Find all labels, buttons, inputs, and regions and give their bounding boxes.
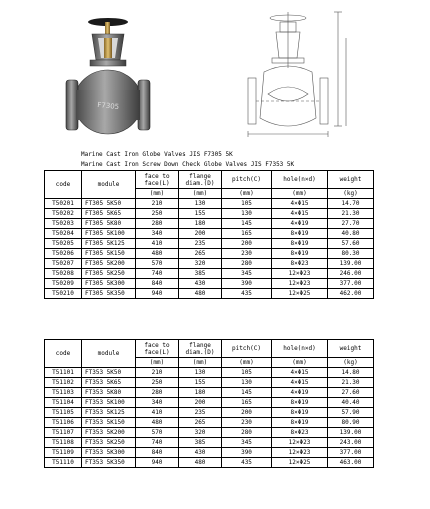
cell-face-to-face: 410 (136, 408, 179, 418)
cell-code: T50204 (45, 229, 82, 239)
cell-flange-diam: 430 (179, 279, 222, 289)
check-valve-spec-table (44, 339, 374, 468)
cell-weight: 377.00 (328, 448, 374, 458)
cell-face-to-face: 840 (136, 279, 179, 289)
header-weight: weight (328, 171, 374, 189)
cell-module: FT353 5K125 (82, 408, 136, 418)
cell-flange-diam: 265 (179, 249, 222, 259)
cell-module: FT353 5K50 (82, 368, 136, 378)
cell-hole: 12×Φ25 (272, 289, 328, 299)
cell-flange-diam: 385 (179, 269, 222, 279)
cell-code: T51110 (45, 458, 82, 468)
cell-code: T50210 (45, 289, 82, 299)
cell-module: FT353 5K65 (82, 378, 136, 388)
cell-module: FT305 5K250 (82, 269, 136, 279)
unit-face-to-face: (mm) (136, 358, 179, 368)
header-code: code (45, 340, 82, 368)
cell-face-to-face: 340 (136, 229, 179, 239)
cell-flange-diam: 235 (179, 239, 222, 249)
cell-pitch: 105 (222, 199, 272, 209)
cell-pitch: 230 (222, 418, 272, 428)
cell-flange-diam: 130 (179, 199, 222, 209)
cell-weight: 80.90 (328, 418, 374, 428)
cell-hole: 4×Φ15 (272, 209, 328, 219)
table-row (45, 229, 374, 239)
cell-flange-diam: 320 (179, 428, 222, 438)
cell-pitch: 165 (222, 229, 272, 239)
cell-hole: 8×Φ23 (272, 259, 328, 269)
cell-weight: 57.60 (328, 239, 374, 249)
cell-weight: 246.00 (328, 269, 374, 279)
globe-valve-spec-table (44, 170, 374, 299)
unit-face-to-face: (mm) (136, 189, 179, 199)
cell-hole: 8×Φ23 (272, 428, 328, 438)
cell-module: FT353 5K300 (82, 448, 136, 458)
cell-hole: 8×Φ19 (272, 398, 328, 408)
header-code: code (45, 171, 82, 199)
cell-code: T50203 (45, 219, 82, 229)
cell-code: T51108 (45, 438, 82, 448)
cell-code: T50202 (45, 209, 82, 219)
cell-weight: 463.00 (328, 458, 374, 468)
cell-face-to-face: 410 (136, 239, 179, 249)
cell-face-to-face: 210 (136, 199, 179, 209)
cell-flange-diam: 320 (179, 259, 222, 269)
cell-code: T50207 (45, 259, 82, 269)
cell-code: T51102 (45, 378, 82, 388)
cell-flange-diam: 385 (179, 438, 222, 448)
cell-flange-diam: 155 (179, 378, 222, 388)
header-face-to-face: face to face(L) (136, 171, 179, 189)
table-row (45, 289, 374, 299)
cell-weight: 139.00 (328, 259, 374, 269)
cell-face-to-face: 280 (136, 219, 179, 229)
header-hole: hole(n×d) (272, 340, 328, 358)
cell-code: T50208 (45, 269, 82, 279)
cell-face-to-face: 250 (136, 378, 179, 388)
cell-hole: 4×Φ15 (272, 378, 328, 388)
table-row (45, 209, 374, 219)
cell-face-to-face: 570 (136, 428, 179, 438)
cell-face-to-face: 570 (136, 259, 179, 269)
cell-hole: 8×Φ19 (272, 229, 328, 239)
cell-hole: 12×Φ23 (272, 448, 328, 458)
table-row (45, 438, 374, 448)
cell-module: FT353 5K250 (82, 438, 136, 448)
cell-flange-diam: 180 (179, 219, 222, 229)
cell-module: FT305 5K350 (82, 289, 136, 299)
cell-code: T50201 (45, 199, 82, 209)
cell-module: FT305 5K100 (82, 229, 136, 239)
table-row (45, 418, 374, 428)
cell-weight: 14.80 (328, 368, 374, 378)
cell-flange-diam: 200 (179, 229, 222, 239)
header-module: module (82, 340, 136, 368)
cell-module: FT353 5K350 (82, 458, 136, 468)
cell-pitch: 435 (222, 289, 272, 299)
table-row (45, 239, 374, 249)
cell-hole: 8×Φ19 (272, 418, 328, 428)
cell-flange-diam: 430 (179, 448, 222, 458)
cell-pitch: 145 (222, 219, 272, 229)
cell-hole: 12×Φ23 (272, 438, 328, 448)
unit-pitch: (mm) (222, 189, 272, 199)
header-pitch: pitch(C) (222, 171, 272, 189)
cell-face-to-face: 280 (136, 388, 179, 398)
cell-flange-diam: 265 (179, 418, 222, 428)
cell-pitch: 200 (222, 239, 272, 249)
cell-hole: 4×Φ15 (272, 199, 328, 209)
cell-hole: 4×Φ19 (272, 388, 328, 398)
cell-pitch: 390 (222, 279, 272, 289)
cell-weight: 21.30 (328, 209, 374, 219)
cell-flange-diam: 480 (179, 458, 222, 468)
cell-module: FT305 5K200 (82, 259, 136, 269)
cell-pitch: 280 (222, 428, 272, 438)
cell-code: T50206 (45, 249, 82, 259)
cell-face-to-face: 840 (136, 448, 179, 458)
cell-hole: 4×Φ15 (272, 368, 328, 378)
cell-module: FT305 5K80 (82, 219, 136, 229)
unit-weight: (kg) (328, 358, 374, 368)
cell-code: T50209 (45, 279, 82, 289)
cell-pitch: 280 (222, 259, 272, 269)
cell-pitch: 165 (222, 398, 272, 408)
table-row (45, 388, 374, 398)
cell-module: FT353 5K200 (82, 428, 136, 438)
cell-weight: 377.00 (328, 279, 374, 289)
check-valve-caption: Marine Cast Iron Screw Down Check Globe Valves JIS F7353 5K (81, 161, 295, 168)
cell-hole: 12×Φ23 (272, 269, 328, 279)
unit-hole: (mm) (272, 358, 328, 368)
table-row (45, 398, 374, 408)
cell-face-to-face: 740 (136, 438, 179, 448)
cell-face-to-face: 250 (136, 209, 179, 219)
cell-module: FT305 5K65 (82, 209, 136, 219)
cell-hole: 4×Φ19 (272, 219, 328, 229)
table-row (45, 458, 374, 468)
header-weight: weight (328, 340, 374, 358)
cell-weight: 40.40 (328, 398, 374, 408)
header-module: module (82, 171, 136, 199)
cell-module: FT305 5K50 (82, 199, 136, 209)
table-row (45, 408, 374, 418)
unit-weight: (kg) (328, 189, 374, 199)
cell-hole: 12×Φ23 (272, 279, 328, 289)
header-face-to-face: face to face(L) (136, 340, 179, 358)
cell-pitch: 390 (222, 448, 272, 458)
cell-weight: 139.00 (328, 428, 374, 438)
cell-face-to-face: 480 (136, 249, 179, 259)
cell-pitch: 200 (222, 408, 272, 418)
cell-weight: 80.30 (328, 249, 374, 259)
table-row (45, 249, 374, 259)
table-row (45, 199, 374, 209)
cell-weight: 27.70 (328, 219, 374, 229)
cell-flange-diam: 155 (179, 209, 222, 219)
cell-flange-diam: 480 (179, 289, 222, 299)
header-flange-diam: flange diam.(D) (179, 340, 222, 358)
table-row (45, 219, 374, 229)
cell-module: FT353 5K80 (82, 388, 136, 398)
cell-code: T51105 (45, 408, 82, 418)
cell-flange-diam: 130 (179, 368, 222, 378)
body-marking: F7305 (96, 100, 120, 112)
table-row (45, 279, 374, 289)
table-row (45, 269, 374, 279)
cell-code: T51106 (45, 418, 82, 428)
table-row (45, 259, 374, 269)
cell-pitch: 130 (222, 378, 272, 388)
cell-pitch: 345 (222, 438, 272, 448)
cell-module: FT305 5K125 (82, 239, 136, 249)
cell-code: T51109 (45, 448, 82, 458)
cell-code: T51104 (45, 398, 82, 408)
cell-pitch: 345 (222, 269, 272, 279)
cell-pitch: 230 (222, 249, 272, 259)
cell-code: T50205 (45, 239, 82, 249)
table-row (45, 448, 374, 458)
cell-face-to-face: 740 (136, 269, 179, 279)
table-row (45, 428, 374, 438)
globe-valve-photo (62, 8, 184, 144)
table-row (45, 378, 374, 388)
cell-weight: 57.90 (328, 408, 374, 418)
cell-pitch: 435 (222, 458, 272, 468)
cell-hole: 8×Φ19 (272, 239, 328, 249)
valve-technical-drawing (242, 8, 362, 144)
cell-module: FT305 5K150 (82, 249, 136, 259)
cell-flange-diam: 180 (179, 388, 222, 398)
cell-module: FT305 5K300 (82, 279, 136, 289)
header-pitch: pitch(C) (222, 340, 272, 358)
table-captions (81, 150, 294, 170)
cell-flange-diam: 235 (179, 408, 222, 418)
cell-code: T51107 (45, 428, 82, 438)
cell-weight: 21.30 (328, 378, 374, 388)
cell-pitch: 145 (222, 388, 272, 398)
cell-face-to-face: 480 (136, 418, 179, 428)
cell-pitch: 130 (222, 209, 272, 219)
cell-module: FT353 5K100 (82, 398, 136, 408)
cell-weight: 27.60 (328, 388, 374, 398)
table-row (45, 368, 374, 378)
header-hole: hole(n×d) (272, 171, 328, 189)
cell-module: FT353 5K150 (82, 418, 136, 428)
cell-weight: 462.00 (328, 289, 374, 299)
cell-face-to-face: 340 (136, 398, 179, 408)
unit-flange-diam: (mm) (179, 189, 222, 199)
cell-face-to-face: 210 (136, 368, 179, 378)
unit-pitch: (mm) (222, 358, 272, 368)
cell-hole: 12×Φ25 (272, 458, 328, 468)
cell-weight: 40.80 (328, 229, 374, 239)
unit-flange-diam: (mm) (179, 358, 222, 368)
cell-code: T51103 (45, 388, 82, 398)
cell-pitch: 105 (222, 368, 272, 378)
header-flange-diam: flange diam.(D) (179, 171, 222, 189)
cell-flange-diam: 200 (179, 398, 222, 408)
unit-hole: (mm) (272, 189, 328, 199)
cell-face-to-face: 940 (136, 458, 179, 468)
cell-hole: 8×Φ19 (272, 249, 328, 259)
cell-weight: 14.70 (328, 199, 374, 209)
cell-face-to-face: 940 (136, 289, 179, 299)
globe-valve-caption: Marine Cast Iron Globe Valves JIS F7305 5K (81, 151, 233, 158)
cell-code: T51101 (45, 368, 82, 378)
cell-weight: 243.00 (328, 438, 374, 448)
cell-hole: 8×Φ19 (272, 408, 328, 418)
